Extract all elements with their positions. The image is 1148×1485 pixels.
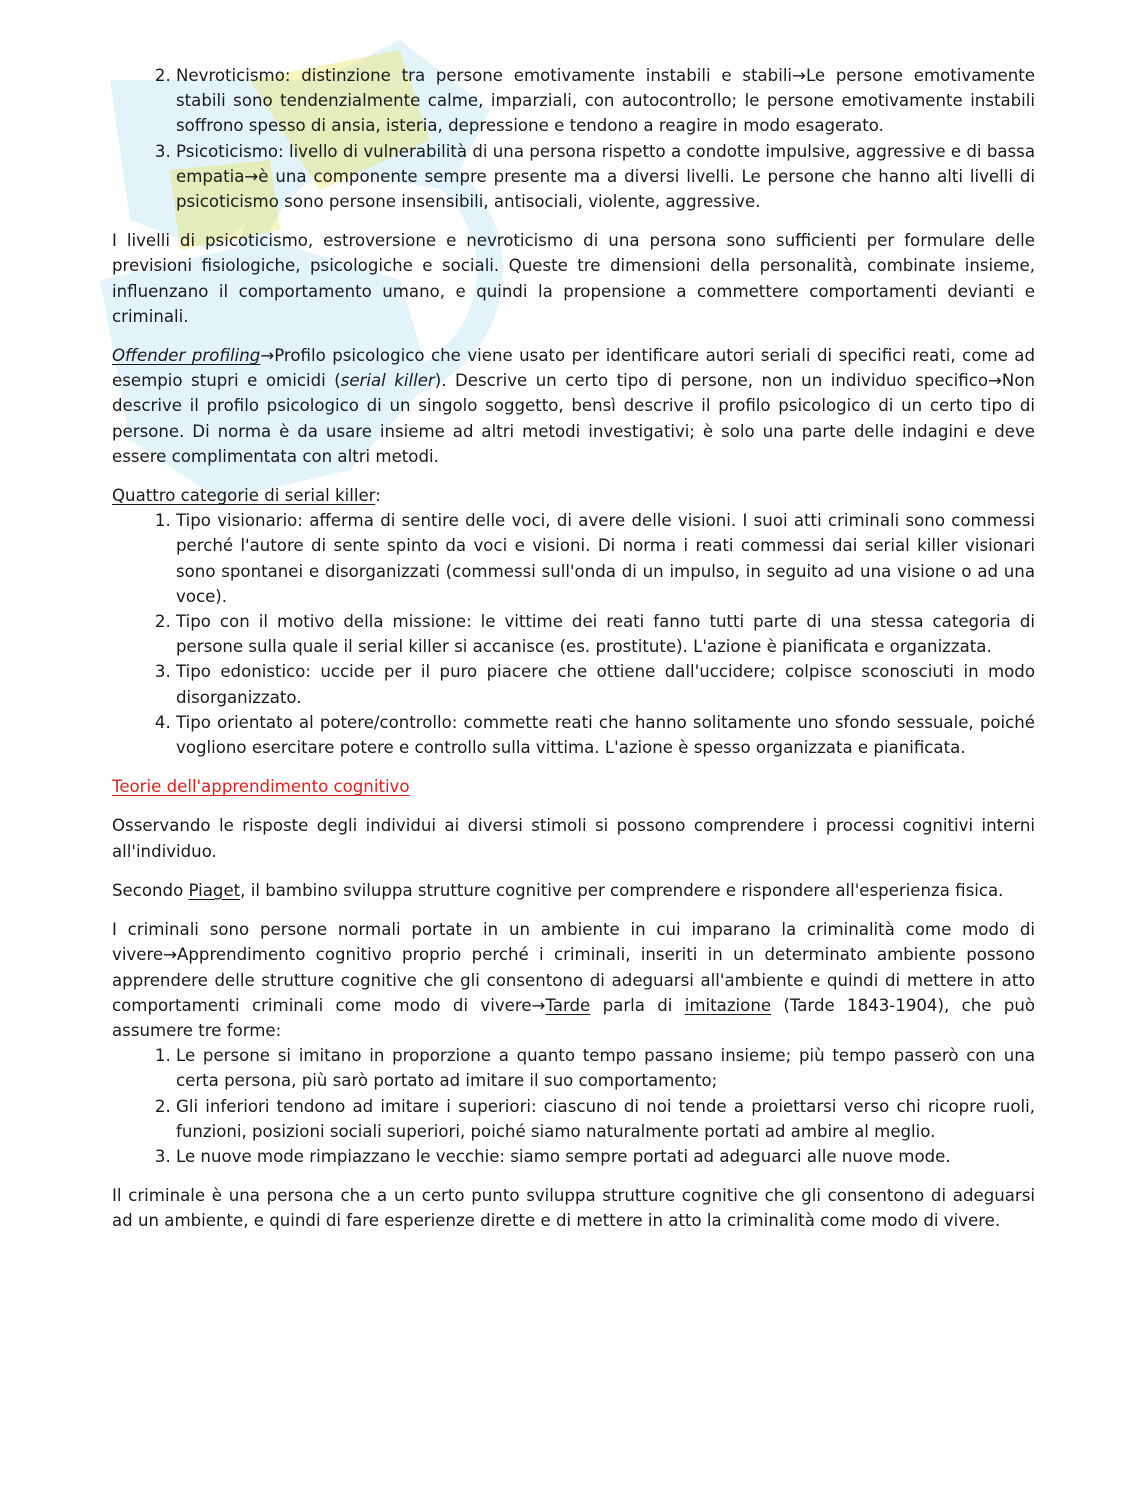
imitation-forms-list xyxy=(112,1043,1035,1169)
categories-heading: Quattro categorie di serial killer: xyxy=(112,486,381,506)
list-item: 2. Gli inferiori tendono ad imitare i superiori: ciascuno di noi tende a proiettarsi verso chi ricopre ruoli, funzioni, posizioni sociali superiori, poiché siamo naturalmente portati ad ambire al meglio. xyxy=(176,1094,1035,1144)
list-item: 3. Psicoticismo: livello di vulnerabilità di una persona rispetto a condotte impulsive, aggressive e di bassa empatia→è una componente sempre presente ma a diversi livelli. Le persone che hanno alti livelli di psicoticismo sono persone insensibili, antisociali, violente, aggressive. xyxy=(176,139,1035,215)
list-item: 1. Le persone si imitano in proporzione a quanto tempo passano insieme; più tempo passerò con una certa persona, più sarò portato ad imitare il suo comportamento; xyxy=(176,1043,1035,1093)
list-item: 1. Tipo visionario: afferma di sentire delle voci, di avere delle visioni. I suoi atti criminali sono commessi perché l'autore di sente spinto da voci e visioni. Di norma i reati commessi dai serial killer visionari sono spontanei e disorganizzati (commessi sull'onda di un impulso, in seguito ad una visione o ad una voce). xyxy=(176,508,1035,609)
list-item: 4. Tipo orientato al potere/controllo: commette reati che hanno solitamente uno sfondo sessuale, poiché vogliono esercitare potere e controllo sulla vittima. L'azione è spesso organizzata e pianificata. xyxy=(176,710,1035,760)
offender-profiling-term: Offender profiling xyxy=(112,346,261,366)
paragraph-final: Il criminale è una persona che a un certo punto sviluppa strutture cognitive che gli consentono di adeguarsi ad un ambiente, e quindi di fare esperienze dirette e di mettere in atto la criminalità come modo di vivere. xyxy=(112,1186,1035,1231)
list-item: 3. Tipo edonistico: uccide per il puro piacere che ottiene dall'uccidere; colpisce sconosciuti in modo disorganizzato. xyxy=(176,659,1035,709)
serial-killer-categories-list xyxy=(112,508,1035,760)
paragraph-levels: I livelli di psicoticismo, estroversione e nevroticismo di una persona sono sufficienti per formulare delle previsioni fisiologiche, psicologiche e sociali. Queste tre dimensioni della personalità, combinate insieme, influenzano il comportamento umano, e quindi la propensione a commettere comportamenti devianti e criminali. xyxy=(112,231,1035,326)
list-item: 2. Nevroticismo: distinzione tra persone emotivamente instabili e stabili→Le persone emotivamente stabili sono tendenzialmente calme, imparziali, con autocontrollo; le persone emotivamente instabili soffrono spesso di ansia, isteria, depressione e tendono a reagire in modo esagerato. xyxy=(176,63,1035,139)
paragraph-observe: Osservando le risposte degli individui ai diversi stimoli si possono comprendere i processi cognitivi interni all'individuo. xyxy=(112,816,1035,861)
list-item: 3. Le nuove mode rimpiazzano le vecchie: siamo sempre portati ad adeguarci alle nuove mode. xyxy=(176,1144,1035,1169)
paragraph-criminals: I criminali sono persone normali portate in un ambiente in cui imparano la criminalità come modo di vivere→Apprendimento cognitivo proprio perché i criminali, inseriti in un determinato ambiente possono apprendere delle strutture cognitive che gli consentono di adeguarsi all'ambiente e quindi di mettere in atto comportamenti criminali come modo di vivere→Tarde parla di imitazione (Tarde 1843-1904), che può assumere tre forme: xyxy=(112,920,1035,1040)
section-heading: Teorie dell'apprendimento cognitivo xyxy=(112,777,410,797)
personality-dimensions-list xyxy=(112,63,1035,214)
paragraph-offender-profiling: Offender profiling→Profilo psicologico che viene usato per identificare autori seriali di specifici reati, come ad esempio stupri e omicidi (serial killer). Descrive un certo tipo di persone, non un individuo specifico→Non descrive il profilo psicologico di un singolo soggetto, bensì descrive il profilo psicologico di un certo tipo di persone. Di norma è da usare insieme ad altri metodi investigativi; è solo una parte delle indagini e deve essere complimentata con altri metodi. xyxy=(112,346,1036,466)
paragraph-piaget: Secondo Piaget, il bambino sviluppa strutture cognitive per comprendere e rispondere all'esperienza fisica. xyxy=(112,880,1004,900)
list-item: 2. Tipo con il motivo della missione: le vittime dei reati fanno tutti parte di una stessa categoria di persone sulla quale il serial killer si accanisce (es. prostitute). L'azione è pianificata e organizzata. xyxy=(176,609,1035,659)
